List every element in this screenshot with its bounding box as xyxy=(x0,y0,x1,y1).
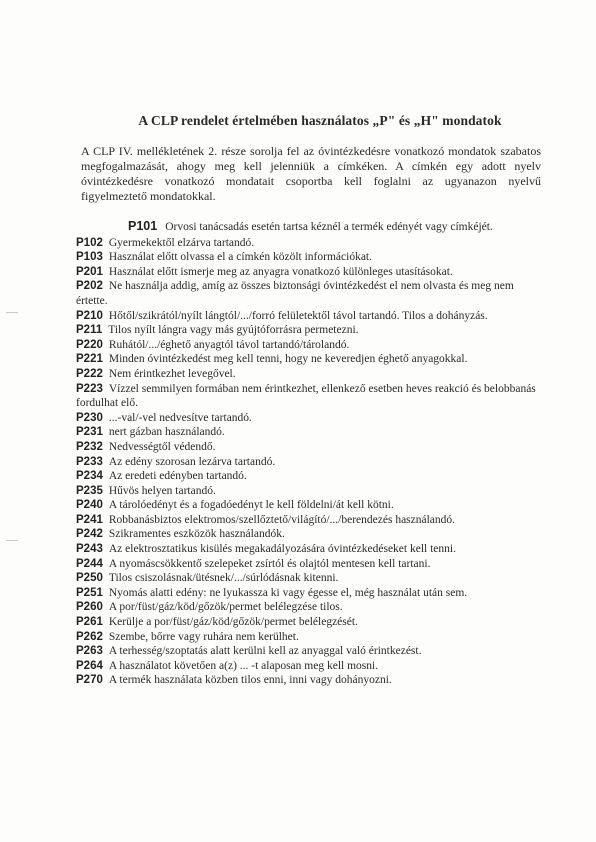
phrase-code: P201 xyxy=(76,265,103,278)
phrase-text: Szembe, bőrre vagy ruhára nem kerülhet. xyxy=(108,630,299,643)
phrase-text: A terhesség/szoptatás alatt kerülni kell az anyaggal való érintkezést. xyxy=(108,645,422,658)
phrase-text: ...-val/-vel nedvesítve tartandó. xyxy=(108,411,252,424)
phrase-item xyxy=(76,265,542,280)
scan-mark xyxy=(6,540,18,541)
phrase-item xyxy=(76,219,542,235)
phrase-item xyxy=(76,440,542,455)
phrase-code: P242 xyxy=(76,528,103,541)
phrase-item xyxy=(76,352,542,367)
phrase-code: P250 xyxy=(76,572,103,585)
phrase-item xyxy=(76,279,542,308)
phrase-text: A por/füst/gáz/köd/gőzök/permet belélegzése tilos. xyxy=(108,601,343,614)
phrase-item xyxy=(76,527,542,542)
phrase-text: Az edény szorosan lezárva tartandó. xyxy=(108,455,276,468)
phrase-item xyxy=(76,382,542,411)
phrase-item xyxy=(76,557,542,572)
phrase-item xyxy=(76,367,542,382)
phrase-code: P101 xyxy=(128,219,158,233)
phrase-code: P234 xyxy=(76,470,103,483)
phrase-code: P103 xyxy=(76,251,103,264)
phrase-item xyxy=(76,411,542,426)
phrase-code: P210 xyxy=(76,309,103,322)
phrase-text: Ruhától/.../éghető anyagtól távol tartandó/tárolandó. xyxy=(108,338,350,351)
phrase-item xyxy=(76,236,542,251)
phrase-code: P230 xyxy=(76,411,103,424)
phrase-text: Kerülje a por/füst/gáz/köd/gőzök/permet belélegzését. xyxy=(108,616,358,629)
intro-paragraph: A CLP IV. mellékletének 2. része sorolja fel az óvintézkedésre vonatkozó mondatok szabatos megfogalmazását, ahogy meg kell jelenniük a címkéken. A címkén egy adott nyelv óvintézkedésre vonatkozó mondatait csoportba kell foglalni az ugyanazon nyelvű figyelmeztető mondatokkal. xyxy=(81,144,541,203)
phrase-code: P263 xyxy=(76,645,103,658)
phrase-item xyxy=(76,250,542,265)
phrase-text: Tilos csiszolásnak/ütésnek/.../súrlódásnak kitenni. xyxy=(108,572,339,585)
phrase-item xyxy=(76,323,542,338)
phrase-text: Hűvös helyen tartandó. xyxy=(108,484,216,497)
phrase-code: P102 xyxy=(76,236,103,249)
phrase-item xyxy=(76,469,542,484)
phrase-code: P240 xyxy=(76,499,103,512)
phrase-text: A használatot követően a(z) ... -t alaposan meg kell mosni. xyxy=(108,659,379,672)
phrase-text: Az elektrosztatikus kisülés megakadályozására óvintézkedéseket kell tenni. xyxy=(108,543,456,556)
phrase-code: P261 xyxy=(76,616,103,629)
phrase-code: P251 xyxy=(76,586,103,599)
phrase-code: P222 xyxy=(76,367,103,380)
phrase-text: A nyomáscsökkentő szelepeket zsírtól és olajtól mentesen kell tartani. xyxy=(108,557,431,570)
phrase-item xyxy=(76,586,542,601)
phrase-item xyxy=(76,455,542,470)
phrase-code: P211 xyxy=(76,324,103,337)
phrase-code: P262 xyxy=(76,630,103,643)
phrase-text: Használat előtt ismerje meg az anyagra vonatkozó különleges utasításokat. xyxy=(108,265,453,278)
phrase-text: Orvosi tanácsadás esetén tartsa kéznél a termék edényét vagy címkéjét. xyxy=(165,221,493,233)
phrase-code: P202 xyxy=(76,280,103,293)
phrase-text: Robbanásbiztos elektromos/szellőztető/világító/.../berendezés használandó. xyxy=(108,513,456,526)
phrase-text: Nedvességtől védendő. xyxy=(108,440,216,453)
phrase-code: P231 xyxy=(76,426,103,439)
phrase-text: Nem érintkezhet levegővel. xyxy=(108,367,236,380)
phrase-text: Szikramentes eszközök használandók. xyxy=(108,528,285,541)
phrase-code: P241 xyxy=(76,513,103,526)
phrase-code: P243 xyxy=(76,543,103,556)
phrase-code: P270 xyxy=(76,674,103,687)
phrase-text: Tilos nyílt lángra vagy más gyújtóforrásra permetezni. xyxy=(108,324,359,337)
phrase-code: P244 xyxy=(76,557,103,570)
phrase-item xyxy=(76,338,542,353)
phrase-code: P235 xyxy=(76,484,103,497)
phrase-item xyxy=(76,425,542,440)
phrase-text: Vízzel semmilyen formában nem érintkezhet, ellenkező esetben heves reakció és belobbanás fordulhat elő. xyxy=(76,382,536,410)
phrase-text: nert gázban használandó. xyxy=(108,426,225,439)
phrase-text: A termék használata közben tilos enni, inni vagy dohányozni. xyxy=(108,674,392,687)
phrase-item xyxy=(76,630,542,645)
phrase-text: Hőtől/szikrától/nyílt lángtól/.../forró felületektől távol tartandó. Tilos a dohányzás. xyxy=(108,309,488,322)
phrase-item xyxy=(76,484,542,499)
phrase-item xyxy=(76,659,542,674)
phrase-text: Nyomás alatti edény: ne lyukassza ki vagy égesse el, még használat után sem. xyxy=(108,586,468,599)
phrase-code: P233 xyxy=(76,455,103,468)
phrase-code: P260 xyxy=(76,601,103,614)
phrase-text: Ne használja addig, amíg az összes biztonsági óvintézkedést el nem olvasta és meg nem értette. xyxy=(76,280,514,307)
precautionary-phrase-list xyxy=(76,217,542,688)
phrase-item xyxy=(76,673,542,688)
phrase-item xyxy=(76,644,542,659)
phrase-text: Az eredeti edényben tartandó. xyxy=(108,470,247,483)
phrase-text: Használat előtt olvassa el a címkén közölt információkat. xyxy=(108,251,372,264)
phrase-item xyxy=(76,498,542,513)
phrase-text: Minden óvintézkedést meg kell tenni, hogy ne keveredjen éghető anyagokkal. xyxy=(108,353,468,366)
phrase-code: P221 xyxy=(76,353,103,366)
phrase-code: P232 xyxy=(76,440,103,453)
phrase-code: P264 xyxy=(76,659,103,672)
phrase-item xyxy=(76,615,542,630)
phrase-item xyxy=(76,600,542,615)
phrase-item xyxy=(76,542,542,557)
phrase-item xyxy=(76,513,542,528)
phrase-code: P220 xyxy=(76,338,103,351)
phrase-code: P223 xyxy=(76,382,103,395)
phrase-text: A tárolóedényt és a fogadóedényt le kell földelni/át kell kötni. xyxy=(108,499,394,512)
phrase-item xyxy=(76,309,542,324)
phrase-text: Gyermekektől elzárva tartandó. xyxy=(108,236,255,249)
phrase-item xyxy=(76,571,542,586)
scan-mark xyxy=(6,312,18,313)
page-title: A CLP rendelet értelmében használatos „P" és „H" mondatok xyxy=(138,113,502,128)
